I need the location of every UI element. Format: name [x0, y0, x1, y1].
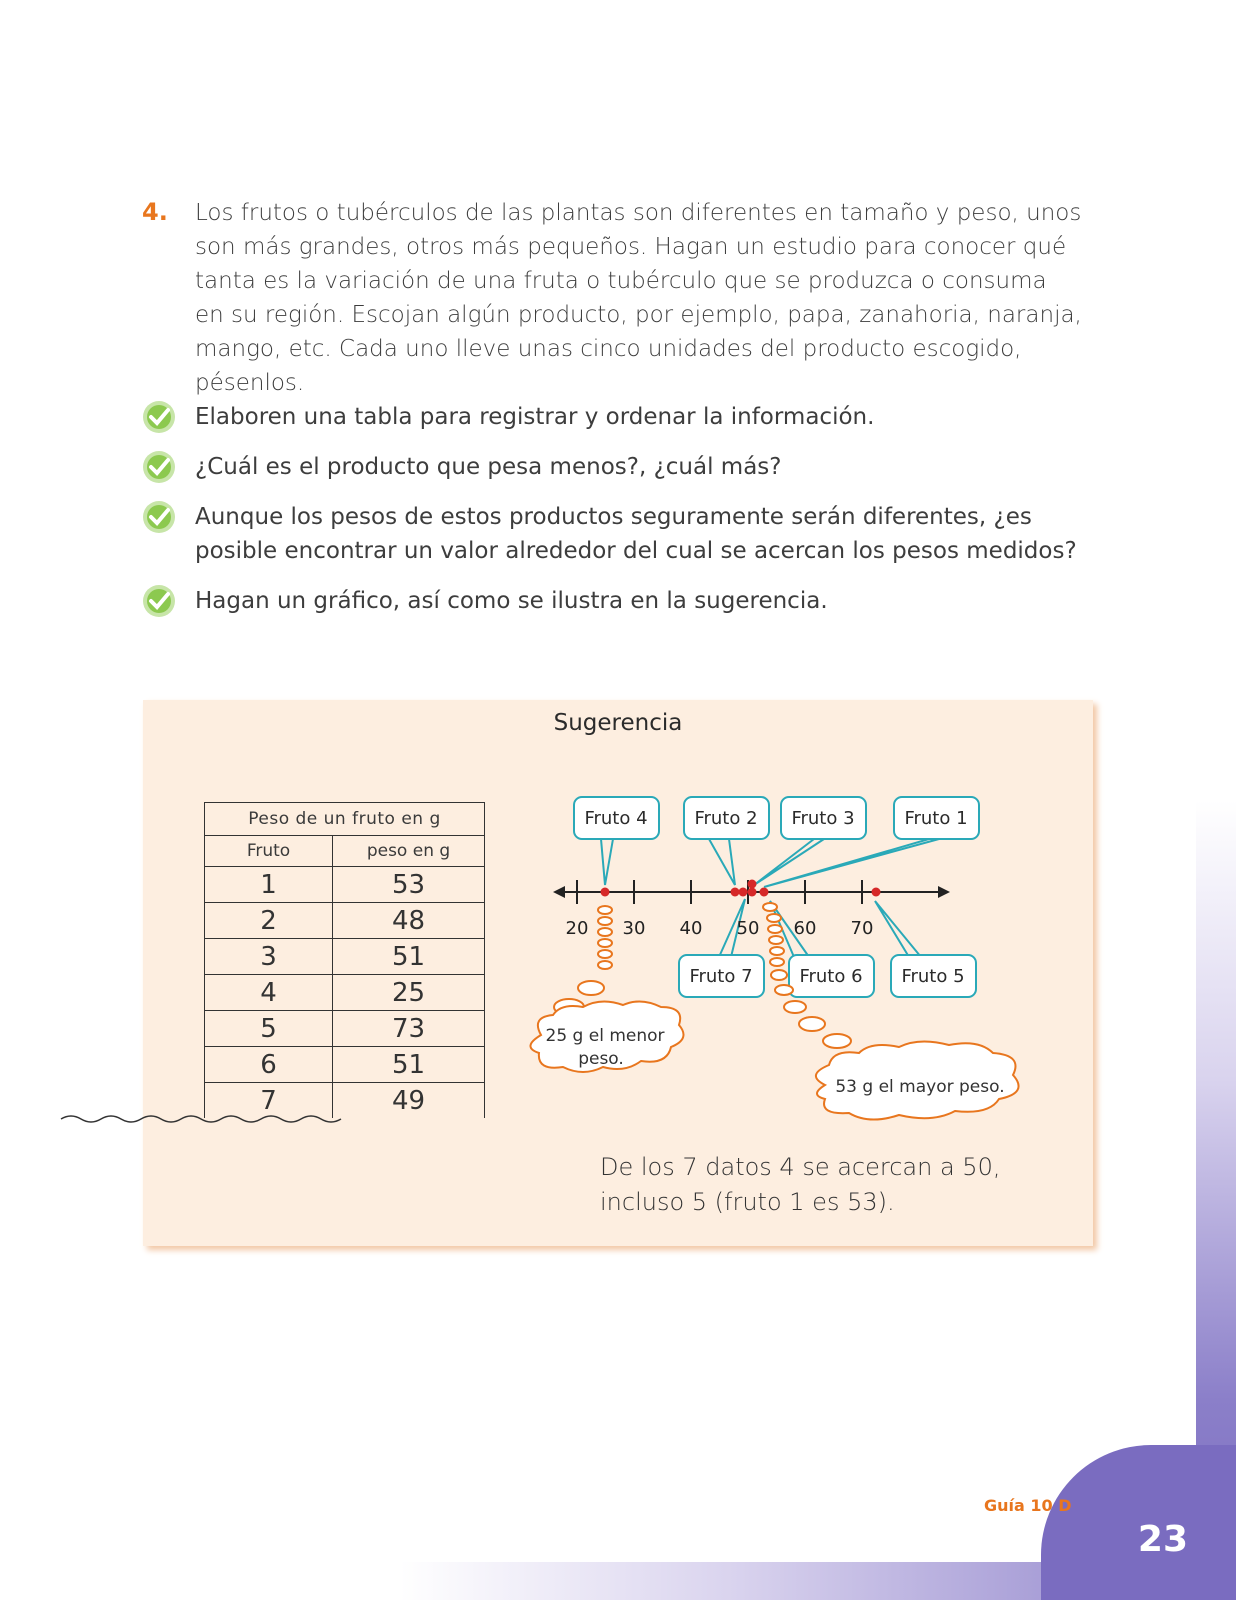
svg-text:Fruto 1: Fruto 1 [904, 808, 968, 829]
table-row [205, 903, 485, 939]
table-cell: 49 [333, 1083, 485, 1119]
svg-text:Fruto 7: Fruto 7 [689, 966, 753, 987]
guide-label: Guía 10 D [984, 1496, 1072, 1515]
table-row [205, 939, 485, 975]
problem-text: Los frutos o tubérculos de las plantas son diferentes en tamaño y peso, unos son más grandes, otros más pequeños. Hagan un estudio para conocer qué tanta es la variación de una fruta o tubérculo que se produzca o consuma en su región. Escojan algún producto, por ejemplo, papa, zanahoria, naranja, mango, etc. Cada uno lleve unas cinco unidades del producto escogido, pésenlos. [195, 200, 1082, 396]
tick-label: 50 [736, 918, 760, 939]
svg-text:53 g el mayor peso.: 53 g el mayor peso. [835, 1077, 1005, 1097]
svg-text:peso.: peso. [578, 1049, 624, 1069]
svg-text:Fruto 5: Fruto 5 [901, 966, 965, 987]
table-torn-edge [59, 1113, 343, 1127]
svg-text:25 g el menor: 25 g el menor [545, 1026, 665, 1046]
tick-label: 30 [622, 918, 646, 939]
task-text: Aunque los pesos de estos productos seguramente serán diferentes, ¿es posible encontrar un valor alrededor del cual se acercan los pesos medidos? [195, 504, 1077, 564]
conclusion-text: De los 7 datos 4 se acercan a 50, incluso 5 (fruto 1 es 53). [600, 1153, 1001, 1216]
check-icon [142, 584, 176, 618]
table-cell: 5 [205, 1011, 333, 1047]
table-cell: 73 [333, 1011, 485, 1047]
arrow-right-icon [938, 886, 950, 898]
svg-text:Fruto 2: Fruto 2 [694, 808, 758, 829]
table-cell: 6 [205, 1047, 333, 1083]
table-cell: 4 [205, 975, 333, 1011]
thought-bubble-max [816, 1041, 1019, 1119]
task-text: Hagan un gráfico, así como se ilustra en la sugerencia. [195, 588, 828, 614]
task-text: ¿Cuál es el producto que pesa menos?, ¿cuál más? [195, 454, 782, 480]
table-header-peso: peso en g [333, 836, 485, 867]
table-cell: 48 [333, 903, 485, 939]
data-points [601, 880, 881, 897]
check-icon [142, 400, 176, 434]
task-list [142, 400, 1082, 634]
table-cell: 7 [205, 1083, 333, 1119]
table-row [205, 975, 485, 1011]
svg-text:Fruto 6: Fruto 6 [799, 966, 863, 987]
point-fruto-7 [739, 888, 748, 897]
task-item [142, 584, 1082, 618]
task-text: Elaboren una tabla para registrar y ordenar la información. [195, 404, 875, 430]
arrow-left-icon [553, 886, 565, 898]
callout-fruto-7 [679, 955, 764, 997]
callout-fruto-4 [574, 797, 659, 839]
tick-label: 70 [850, 918, 874, 939]
table-cell: 3 [205, 939, 333, 975]
table-cell: 53 [333, 867, 485, 903]
svg-text:Fruto 4: Fruto 4 [584, 808, 648, 829]
table-row [205, 867, 485, 903]
point-fruto-6 [748, 880, 757, 889]
task-item [142, 500, 1082, 568]
suggestion-title: Sugerencia [553, 710, 683, 736]
point-fruto-1 [760, 888, 769, 897]
callout-fruto-5 [891, 955, 976, 997]
callout-fruto-1 [894, 797, 979, 839]
point-fruto-4 [601, 888, 610, 897]
table-row [205, 1047, 485, 1083]
problem-number: 4. [142, 198, 168, 226]
check-icon [142, 500, 176, 534]
table-header-fruto: Fruto [205, 836, 333, 867]
number-line-diagram [519, 795, 1039, 1125]
table-cell: 25 [333, 975, 485, 1011]
page-number: 23 [1137, 1519, 1188, 1560]
check-icon [142, 450, 176, 484]
svg-text:Fruto 3: Fruto 3 [791, 808, 855, 829]
task-item [142, 400, 1082, 434]
table-cell: 51 [333, 939, 485, 975]
table-caption: Peso de un fruto en g [205, 803, 485, 836]
point-fruto-3 [748, 888, 757, 897]
point-fruto-5 [872, 888, 881, 897]
tick-label: 20 [565, 918, 589, 939]
thought-bubble-min [530, 1001, 683, 1072]
task-item [142, 450, 1082, 484]
table-cell: 1 [205, 867, 333, 903]
callout-fruto-6 [789, 955, 874, 997]
table-cell: 51 [333, 1047, 485, 1083]
tick-label: 60 [793, 918, 817, 939]
tick-label: 40 [679, 918, 703, 939]
problem-4 [142, 196, 1082, 400]
callout-fruto-2 [684, 797, 769, 839]
callout-fruto-3 [781, 797, 866, 839]
table-row [205, 1011, 485, 1047]
table-cell: 2 [205, 903, 333, 939]
weights-table [204, 802, 485, 1118]
point-fruto-2 [731, 888, 740, 897]
